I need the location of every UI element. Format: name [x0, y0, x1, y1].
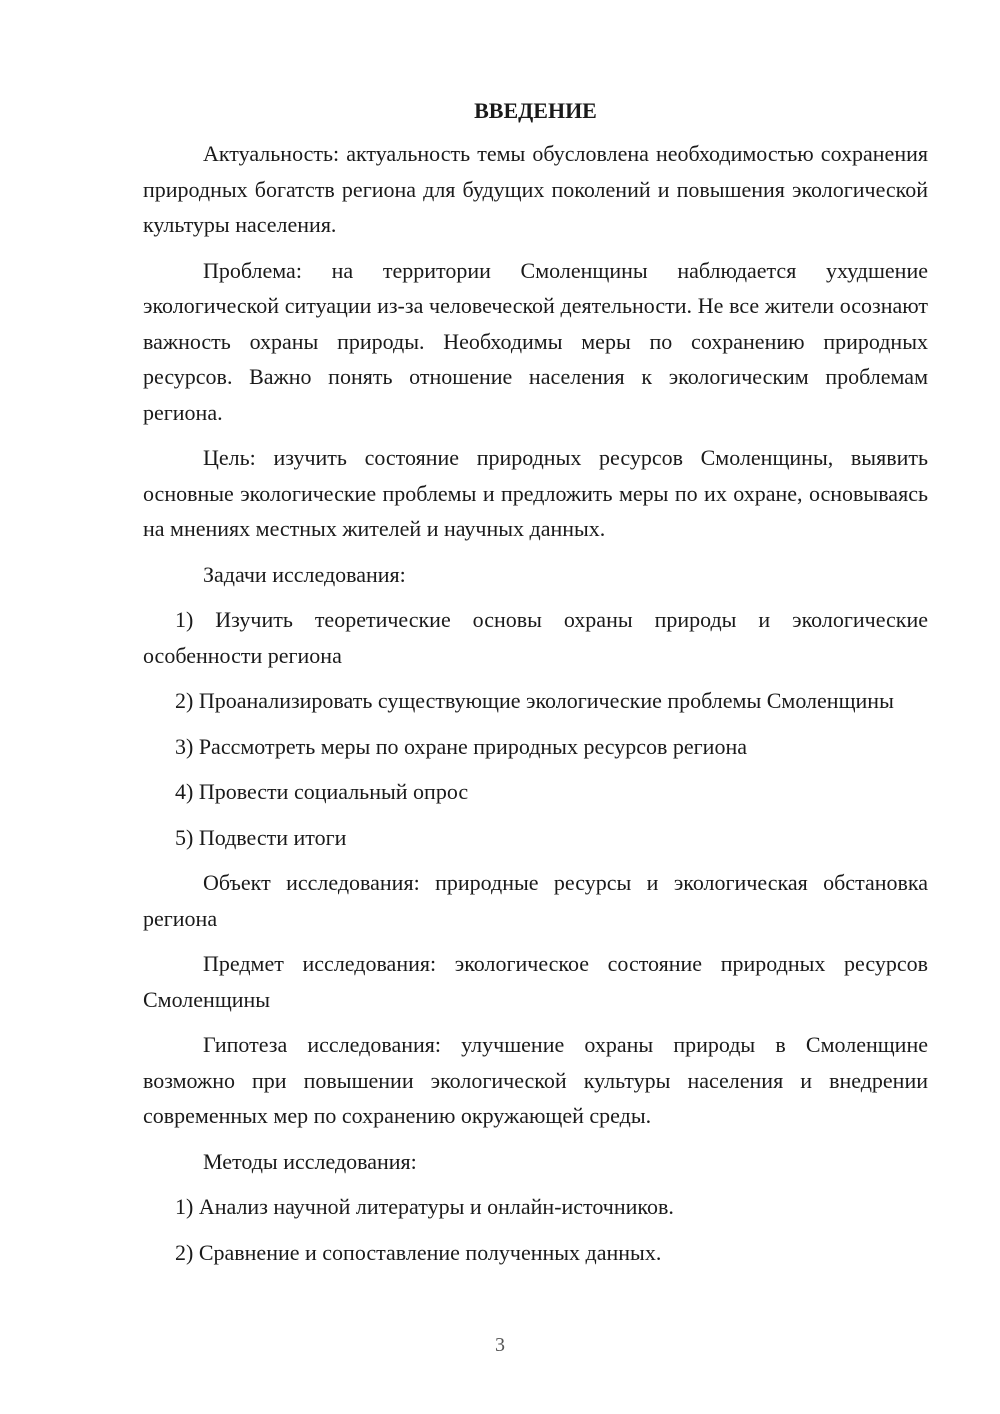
task-item: 3) Рассмотреть меры по охране природных ресурсов региона [175, 733, 747, 759]
object-paragraph: Объект исследования: природные ресурсы и экологическая обстановка региона [143, 870, 928, 931]
relevance-paragraph: Актуальность: актуальность темы обусловлена необходимостью сохранения природных богатств региона для будущих поколений и повышения экологической культуры населения. [143, 141, 928, 237]
page-number: 3 [495, 1334, 505, 1356]
method-item: 2) Сравнение и сопоставление полученных данных. [175, 1239, 662, 1265]
hypothesis-paragraph: Гипотеза исследования: улучшение охраны природы в Смоленщине возможно при повышении экологической культуры населения и внедрении современных мер по сохранению окружающей среды. [143, 1032, 928, 1128]
task-item: 5) Подвести итоги [175, 824, 347, 850]
subject-paragraph: Предмет исследования: экологическое состояние природных ресурсов Смоленщины [143, 951, 928, 1012]
page-title: ВВЕДЕНИЕ [474, 98, 597, 123]
task-item: 2) Проанализировать существующие экологические проблемы Смоленщины [175, 688, 894, 713]
problem-paragraph: Проблема: на территории Смоленщины наблюдается ухудшение экологической ситуации из-за человеческой деятельности. Не все жители осознают важность охраны природы. Необходимы меры по сохранению природных ресурсов. Важно понять отношение населения к экологическим проблемам региона. [143, 257, 928, 425]
tasks-heading: Задачи исследования: [203, 561, 406, 587]
task-item: 4) Провести социальный опрос [175, 779, 469, 804]
methods-heading: Методы исследования: [203, 1148, 417, 1174]
method-item: 1) Анализ научной литературы и онлайн-источников. [175, 1194, 674, 1219]
document-page [143, 96, 928, 1280]
goal-paragraph: Цель: изучить состояние природных ресурсов Смоленщины, выявить основные экологические проблемы и предложить меры по их охране, основываясь на мнениях местных жителей и научных данных. [143, 445, 928, 541]
task-item: 1) Изучить теоретические основы охраны природы и экологические особенности региона [143, 607, 928, 668]
